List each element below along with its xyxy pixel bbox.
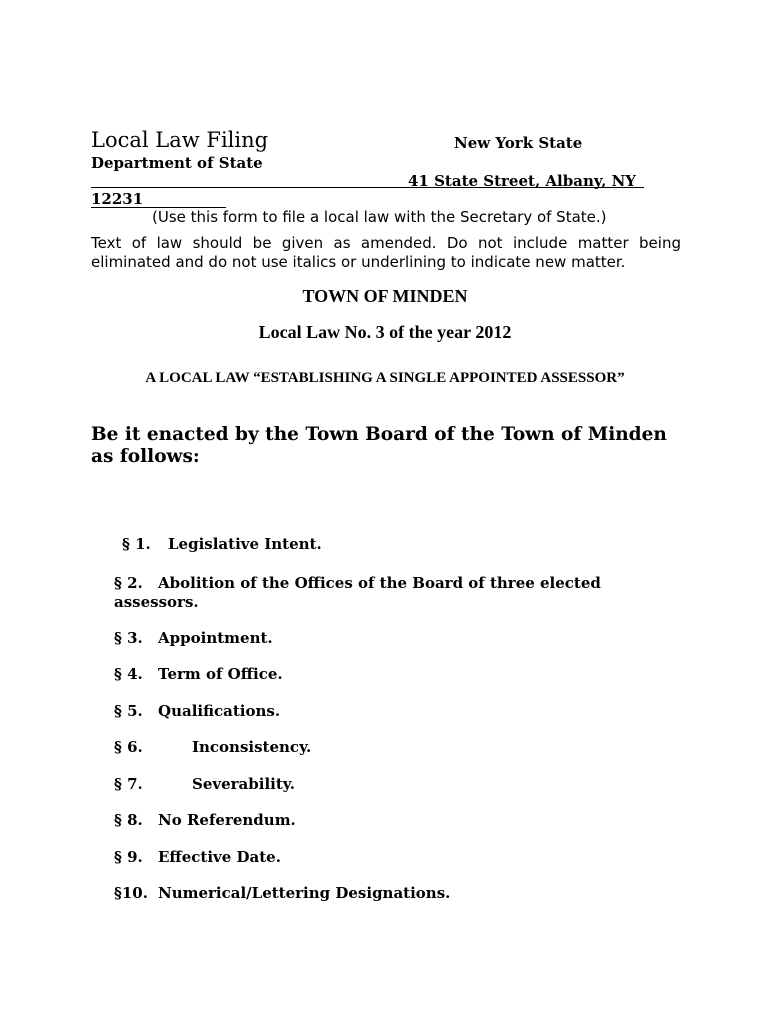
section-number: § 2. — [114, 574, 143, 592]
zip-code: 12231 — [91, 190, 144, 208]
instructions-line-2: eliminated and do not use italics or underlining to indicate new matter. — [91, 253, 626, 271]
section-number: § 4. — [114, 665, 143, 683]
enactment-clause: Be it enacted by the Town Board of the Town of Minden as follows: — [91, 424, 667, 467]
usage-note: (Use this form to file a local law with the Secretary of State.) — [152, 208, 607, 226]
section-title: Abolition of the Offices of the Board of three elected assessors. — [114, 574, 601, 611]
section-number: § 9. — [114, 848, 143, 866]
section-number: § 1. — [122, 535, 151, 553]
section-title: Inconsistency. — [192, 738, 312, 756]
department-name: Department of State — [91, 154, 263, 172]
municipality-heading: TOWN OF MINDEN — [302, 286, 468, 306]
section-title: Severability. — [192, 775, 295, 793]
state-name: New York State — [454, 134, 583, 152]
section-title: Effective Date. — [158, 848, 281, 866]
address: 41 State Street, Albany, NY — [408, 172, 636, 190]
section-8 — [114, 811, 296, 829]
section-title: No Referendum. — [158, 811, 296, 829]
section-2 — [114, 574, 634, 612]
section-6 — [114, 738, 311, 756]
law-title: A LOCAL LAW “ESTABLISHING A SINGLE APPOINTED ASSESSOR” — [145, 370, 625, 386]
section-title: Term of Office. — [158, 665, 283, 683]
law-number: Local Law No. 3 of the year 2012 — [258, 322, 512, 342]
section-1 — [122, 535, 322, 553]
section-number: §10. — [114, 884, 148, 902]
section-title: Legislative Intent. — [168, 535, 322, 553]
section-number: § 8. — [114, 811, 143, 829]
section-4 — [114, 665, 283, 683]
section-number: § 6. — [114, 738, 143, 756]
section-number: § 3. — [114, 629, 143, 647]
section-7 — [114, 775, 295, 793]
form-title: Local Law Filing — [91, 128, 269, 152]
section-title: Qualifications. — [158, 702, 281, 720]
section-5 — [114, 702, 280, 720]
section-number: § 5. — [114, 702, 143, 720]
section-number: § 7. — [114, 775, 143, 793]
section-3 — [114, 629, 273, 647]
section-10 — [114, 884, 450, 902]
section-title: Numerical/Lettering Designations. — [158, 884, 451, 902]
section-title: Appointment. — [158, 629, 273, 647]
instructions-text — [91, 234, 681, 272]
section-9 — [114, 848, 281, 866]
instructions-line-1: Text of law should be given as amended. Do not include matter being — [91, 234, 681, 252]
